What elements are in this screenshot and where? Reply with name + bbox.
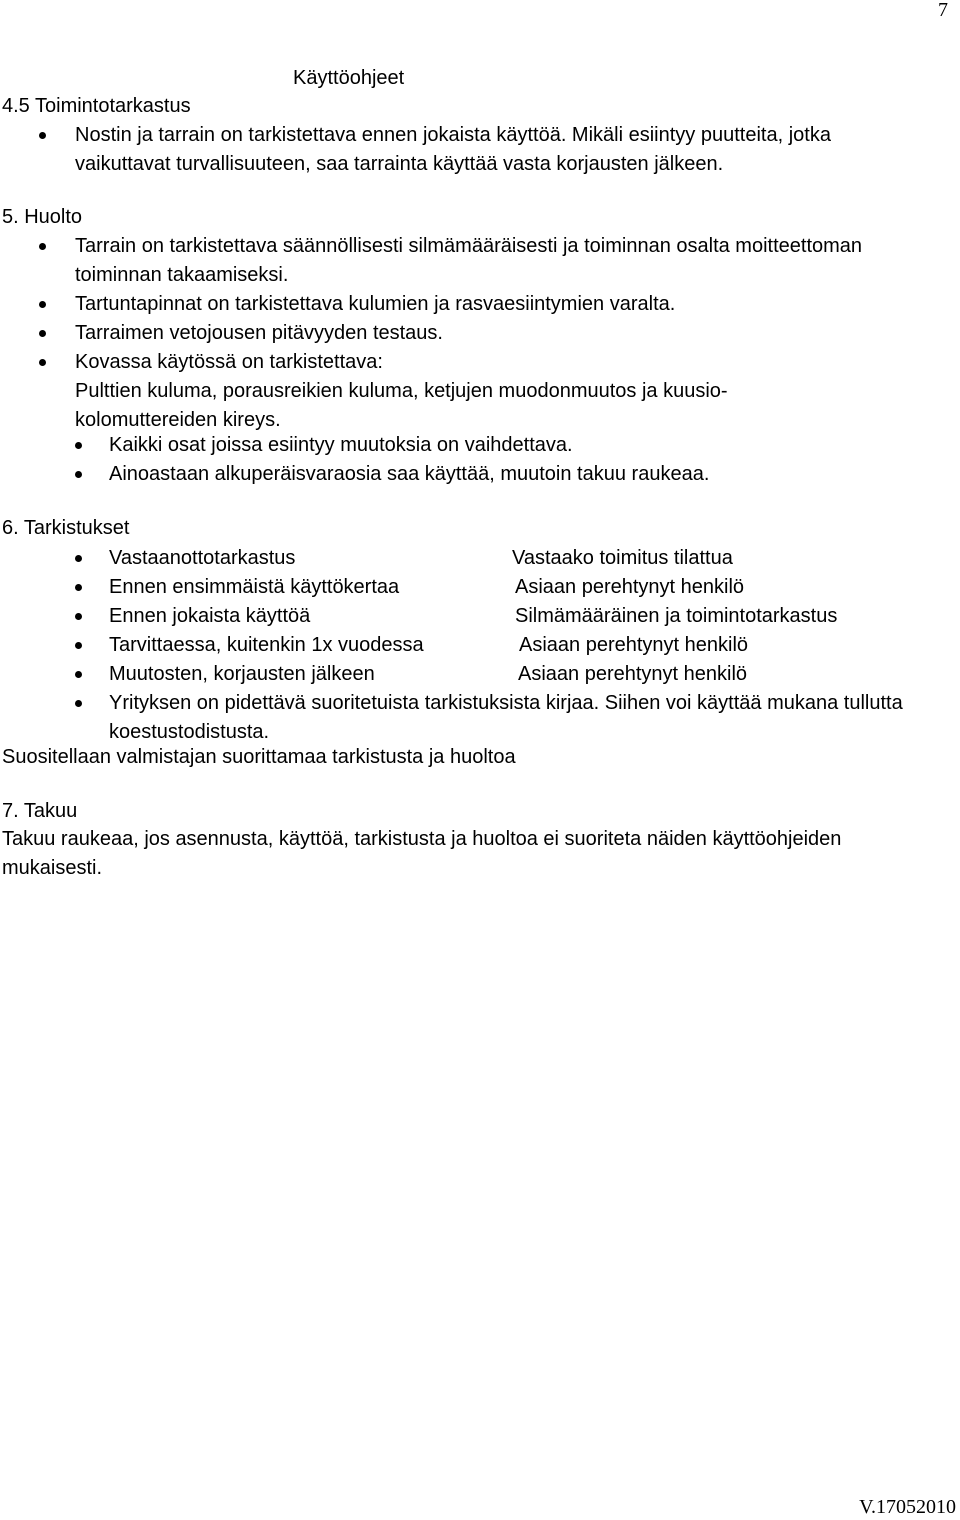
bullet-item: Tartuntapinnat on tarkistettava kulumien ja rasvaesiintymien varalta. [75,290,945,319]
check-row [109,631,945,660]
check-when: Muutosten, korjausten jälkeen [109,663,375,685]
bullet-item: Tarrain on tarkistettava säännöllisesti silmämääräisesti ja toiminnan osalta moitteettoman toiminnan takaamiseksi. [75,232,875,290]
sub-bullet-item: Kaikki osat joissa esiintyy muutoksia on vaihdettava. [109,431,945,460]
bullet-item: Kovassa käytössä on tarkistettava: [75,348,945,377]
sub-bullet-item: Ainoastaan alkuperäisvaraosia saa käyttää, muutoin takuu raukeaa. [109,460,945,489]
check-row [109,660,945,689]
document-title: Käyttöohjeet [293,67,405,89]
page-number: 7 [938,0,948,21]
check-what: Asiaan perehtynyt henkilö [519,634,749,656]
check-what: Asiaan perehtynyt henkilö [515,576,745,598]
warranty-text: Takuu raukeaa, jos asennusta, käyttöä, tarkistusta ja huoltoa ei suoriteta näiden käyttöohjeiden mukaisesti. [2,828,842,879]
bullet-item: Nostin ja tarrain on tarkistettava ennen jokaista käyttöä. Mikäli esiintyy puutteita, jotka vaikuttavat turvallisuuteen, saa tarrainta käyttää vasta korjausten jälkeen. [75,121,925,179]
section-heading-6: 6. Tarkistukset [2,517,130,539]
recommendation-text: Suositellaan valmistajan suorittamaa tarkistusta ja huoltoa [2,746,516,768]
version-label: V.17052010 [859,1496,956,1518]
check-row [109,544,945,573]
section-heading-7: 7. Takuu [2,800,78,822]
bullet-item: Tarraimen vetojousen pitävyyden testaus. [75,319,945,348]
check-row [109,573,945,602]
bullet-item: Yrityksen on pidettävä suoritetuista tarkistuksista kirjaa. Siihen voi käyttää mukana tullutta koestustodistusta. [109,689,909,747]
section-heading-5: 5. Huolto [2,206,83,228]
check-row [109,602,945,631]
check-what: Silmämääräinen ja toimintotarkastus [515,605,838,627]
section-heading-4-5: 4.5 Toimintotarkastus [2,95,191,117]
check-what: Asiaan perehtynyt henkilö [518,663,748,685]
check-when: Ennen ensimmäistä käyttökertaa [109,576,400,598]
check-when: Ennen jokaista käyttöä [109,605,311,627]
check-when: Vastaanottotarkastus [109,547,296,569]
check-what: Vastaako toimitus tilattua [512,547,733,569]
check-when: Tarvittaessa, kuitenkin 1x vuodessa [109,634,424,656]
inspection-detail: Pulttien kuluma, porausreikien kuluma, ketjujen muodonmuutos ja kuusio-kolomuttereiden kireys. [75,380,728,431]
